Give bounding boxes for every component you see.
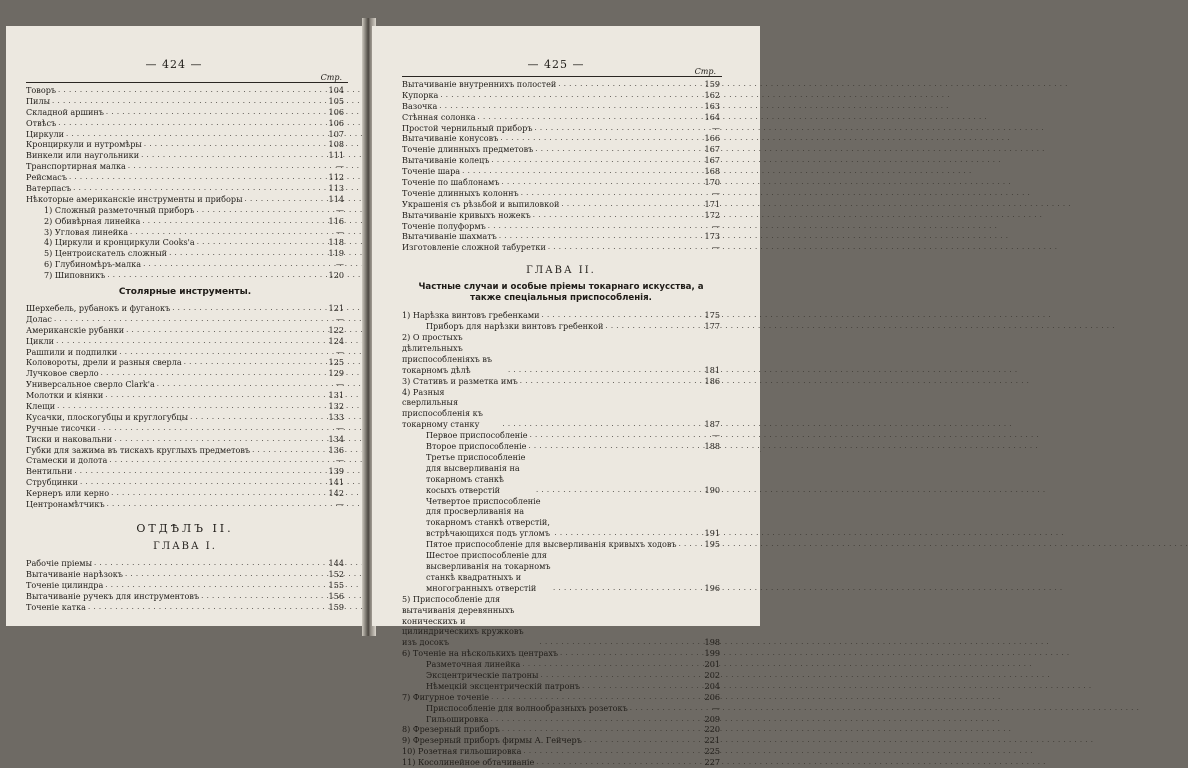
toc-entry-title: Вытачиваніе ручекъ для инструментовъ: [26, 590, 200, 601]
toc-entry-title: Циркули: [26, 128, 64, 139]
toc-entry-title: Клещи: [26, 401, 56, 412]
toc-entry-title: Точеніе длинныхъ предметовъ: [402, 144, 534, 155]
toc-entry-page: 105: [328, 95, 344, 106]
toc-entry-page: 106: [328, 117, 344, 128]
toc-entry-title: Изготовленіе сложной табуретки: [402, 242, 546, 253]
page-number: — 424 —: [145, 58, 203, 71]
toc-entry-page: 166: [704, 133, 720, 144]
toc-entry-title: Украшенія съ рѣзьбой и выпиловкой: [402, 198, 560, 209]
toc-entry-title: 5) Центроискатель сложный: [44, 248, 168, 259]
toc-entry-title: 5) Приспособленіе для вытачиванія деревянныхъ коническихъ и цилиндрическихъ кружковъ изъ досокъ: [402, 593, 524, 648]
toc-entry-title: Складной аршинъ: [26, 106, 104, 117]
leader-dots: [536, 756, 692, 768]
chapter-heading: ГЛАВА I.: [153, 540, 217, 552]
toc-entry-page: 106: [328, 106, 344, 117]
toc-entry-title: Рейсмасъ: [26, 172, 67, 183]
toc-entry-title: Рашпили и подпилки: [26, 346, 118, 357]
toc-entry-title: Вытачиваніе конусовъ: [402, 133, 499, 144]
toc-block: [402, 79, 720, 253]
toc-entry-page: 108: [328, 139, 344, 150]
toc-entry-page: 131: [328, 390, 344, 401]
toc-entry-page: 188: [704, 441, 720, 452]
toc-entry: [26, 499, 344, 510]
toc-entry-title: Губки для зажима въ тискахъ круглыхъ предметовъ: [26, 444, 251, 455]
toc-entry-title: Первое приспособленіе: [426, 430, 528, 441]
toc-entry-page: 155: [328, 579, 344, 590]
toc-entry-page: 181: [704, 364, 720, 375]
toc-entry: [402, 594, 720, 649]
toc-block: [26, 303, 344, 510]
toc-entry-title: Тиски и наковальни: [26, 433, 113, 444]
toc-entry: [402, 441, 720, 452]
toc-entry-page: —: [711, 122, 720, 133]
toc-entry-page: 121: [328, 303, 344, 314]
toc-entry-page: 201: [704, 659, 720, 670]
toc-entry-page: 118: [328, 237, 344, 248]
toc-entry-title: 3) Стативъ и разметка имъ: [402, 375, 518, 386]
leader-dots: [107, 498, 316, 510]
toc-entry-page: 111: [328, 150, 344, 161]
toc-block: [26, 558, 344, 612]
toc-entry-title: Долас: [26, 313, 52, 324]
toc-entry-title: Точеніе длинныхъ колоннъ: [402, 187, 519, 198]
toc-entry-page: 186: [704, 375, 720, 386]
section-heading: Столярные инструменты.: [118, 287, 252, 298]
toc-entry-title: 8) Фрезерный приборъ: [402, 724, 500, 735]
toc-entry-page: —: [335, 422, 344, 433]
toc-entry: [402, 332, 720, 376]
toc-entry-title: 2) Обивѣрная линейка: [44, 215, 141, 226]
toc-entry-page: 190: [704, 484, 720, 495]
toc-entry-title: Точеніе по шаблонамъ: [402, 177, 500, 187]
toc-entry-page: —: [335, 313, 344, 324]
toc-entry-page: —: [711, 220, 720, 231]
toc-entry-title: Шерхебель, рубанокъ и фуганокъ: [26, 303, 171, 314]
toc-entry-page: —: [335, 455, 344, 466]
toc-entry-title: Купорка: [402, 89, 439, 100]
toc-entry-title: Вентильни: [26, 466, 73, 477]
toc-entry-page: 122: [328, 324, 344, 335]
toc-entry-title: Приборъ для нарѣзки винтовъ гребенкой: [426, 321, 604, 332]
toc-entry-page: 119: [328, 248, 344, 259]
toc-entry-page: 187: [704, 419, 720, 430]
leader-dots: [605, 320, 692, 332]
toc-entry-title: Цикли: [26, 335, 55, 346]
toc-entry-title: Кронциркули и нутромѣры: [26, 139, 142, 150]
toc-entry-title: Вытачиваніе кривыхъ ножекъ: [402, 209, 531, 220]
toc-entry-title: Лучковое сверло: [26, 368, 99, 379]
toc-entry-title: Ручные тисочки: [26, 422, 96, 433]
toc-entry-title: Рабочіе пріемы: [26, 557, 93, 568]
toc-entry-title: Кусачки, плоскогубцы и круглогубцы: [26, 411, 189, 422]
toc-entry-title: Товоръ: [26, 84, 57, 95]
chapter-heading: ГЛАВА II.: [526, 265, 596, 277]
toc-entry-title: Вытачиваніе колецъ: [402, 155, 490, 166]
toc-entry-title: Вытачиваніе нарѣзокъ: [26, 568, 123, 579]
toc-entry-page: 167: [704, 155, 720, 166]
toc-entry-title: 2) О простыхъ дѣлительныхъ приспособленіяхъ въ токарномъ дѣлѣ: [402, 332, 493, 375]
toc-entry-page: 142: [328, 488, 344, 499]
toc-entry-page: —: [335, 379, 344, 390]
toc-entry-page: 133: [328, 411, 344, 422]
toc-entry-page: 221: [704, 735, 720, 746]
toc-entry-title: 1) Сложный разметочный приборъ: [44, 204, 195, 215]
toc-entry-page: 168: [704, 166, 720, 177]
toc-block: [26, 85, 344, 281]
toc-right: [402, 79, 720, 768]
toc-entry-page: 167: [704, 144, 720, 155]
toc-entry-title: Коловороты, дрели и разныя сверла: [26, 357, 182, 368]
leader-dots: [536, 484, 692, 496]
toc-entry-page: —: [711, 242, 720, 253]
toc-entry-page: 196: [704, 582, 720, 593]
toc-entry-page: 171: [704, 198, 720, 209]
toc-entry-page: 209: [704, 713, 720, 724]
toc-entry-page: —: [711, 187, 720, 198]
toc-entry-title: 9) Фрезерный приборъ фирмы А. Гейчеръ: [402, 735, 582, 746]
toc-entry-title: 7) Фигурное точеніе: [402, 691, 490, 702]
toc-entry-title: Вытачиваніе внутреннихъ полостей: [402, 78, 557, 89]
toc-entry-page: 163: [704, 100, 720, 111]
toc-entry-title: Молотки и кіянки: [26, 390, 104, 401]
toc-entry-title: Ватерпасъ: [26, 183, 72, 193]
toc-entry-page: 125: [328, 357, 344, 368]
toc-entry-page: 170: [704, 177, 720, 187]
toc-entry-title: 4) Разныя сверлильныя приспособленія къ токарному станку: [402, 386, 483, 430]
toc-entry-page: 132: [328, 401, 344, 412]
toc-entry-title: 4) Циркули и кронциркули Cooks'а: [44, 237, 195, 248]
toc-entry-page: 164: [704, 111, 720, 122]
toc-entry-title: Точеніе полуформъ: [402, 220, 486, 231]
toc-entry-title: Универсальное сверло Clark'а: [26, 379, 155, 390]
toc-entry-title: Шестое приспособленіе для высверливанія на токарномъ станкѣ квадратныхъ и многогранныхъ отверстій: [426, 550, 551, 593]
toc-entry-title: Приспособленіе для волнообразныхъ розетокъ: [426, 702, 628, 713]
toc-entry-page: —: [335, 259, 344, 270]
toc-entry-title: 10) Розетная гильошировка: [402, 746, 522, 757]
toc-entry-page: 104: [328, 84, 344, 95]
leader-dots: [548, 241, 692, 253]
toc-entry-title: Вытачиваніе шахматъ: [402, 231, 497, 242]
toc-entry-page: —: [335, 226, 344, 237]
toc-entry-title: Струбцинки: [26, 477, 78, 488]
toc-entry-page: 177: [704, 321, 720, 332]
header-rule: [26, 82, 348, 83]
toc-entry-title: Эксцентрическіе патроны: [426, 670, 539, 681]
leader-dots: [679, 538, 692, 550]
toc-entry-page: 191: [704, 528, 720, 539]
toc-entry-page: 107: [328, 128, 344, 139]
header-rule: [402, 76, 722, 77]
toc-entry-page: 116: [328, 215, 344, 226]
toc-entry-page: 141: [328, 477, 344, 488]
toc-entry-page: —: [711, 430, 720, 441]
toc-left: [26, 85, 344, 612]
right-page: [372, 26, 760, 768]
toc-entry-page: —: [335, 161, 344, 172]
toc-entry-page: 124: [328, 335, 344, 346]
toc-entry-page: 159: [704, 78, 720, 89]
toc-entry: [402, 376, 720, 387]
toc-entry-title: Стѣнная солонка: [402, 111, 476, 122]
toc-entry-page: 134: [328, 433, 344, 444]
leader-dots: [554, 527, 692, 539]
leader-dots: [528, 440, 692, 452]
toc-entry-page: —: [335, 346, 344, 357]
leader-dots: [88, 601, 316, 613]
toc-entry-title: Четвертое приспособленіе для просверливанія на токарномъ станкѣ отверстій, встрѣчающихся подъ угломъ: [426, 495, 550, 539]
toc-entry-page: 202: [704, 670, 720, 681]
toc-entry-page: 152: [328, 568, 344, 579]
toc-entry: [402, 321, 720, 332]
toc-entry-title: 7) Шиповникъ: [44, 270, 106, 281]
toc-entry: [402, 387, 720, 431]
toc-entry-title: Третье приспособленіе для высверливанія на токарномъ станкѣ косыхъ отверстій: [426, 451, 526, 495]
toc-entry-page: 172: [704, 209, 720, 220]
toc-entry: [26, 602, 344, 613]
toc-entry-page: 112: [328, 172, 344, 183]
page-column-label: Стр.: [320, 73, 342, 82]
toc-entry: [402, 550, 720, 594]
toc-entry-page: 139: [328, 466, 344, 477]
toc-entry-title: Кернеръ или керно: [26, 488, 110, 499]
toc-entry: [402, 452, 720, 496]
toc-entry-page: 129: [328, 368, 344, 379]
toc-entry-page: 159: [328, 601, 344, 612]
toc-entry-title: Стамески и долота: [26, 455, 108, 466]
toc-entry-page: 114: [328, 193, 344, 204]
toc-entry-page: 199: [704, 648, 720, 659]
toc-entry-title: Точеніе цилиндра: [26, 579, 104, 590]
page-column-label: Стр.: [694, 67, 716, 76]
toc-entry-page: 225: [704, 746, 720, 757]
toc-entry: [402, 539, 720, 550]
toc-entry-title: Точеніе катка: [26, 601, 87, 612]
toc-entry-page: 204: [704, 680, 720, 691]
toc-entry-title: Американскіе рубанки: [26, 324, 125, 335]
toc-entry-page: 120: [328, 270, 344, 281]
toc-entry-page: 198: [704, 637, 720, 648]
toc-entry-page: 136: [328, 444, 344, 455]
toc-entry-title: Разметочная линейка: [426, 659, 521, 670]
toc-entry: [26, 270, 344, 281]
toc-entry-page: —: [335, 204, 344, 215]
toc-entry-page: 156: [328, 590, 344, 601]
toc-entry-title: Центронамѣтчикъ: [26, 499, 105, 510]
toc-entry-title: Вазочка: [402, 100, 438, 111]
leader-dots: [553, 582, 692, 594]
toc-block: [402, 310, 720, 768]
toc-entry-page: 227: [704, 757, 720, 768]
toc-entry-title: 1) Нарѣзка винтовъ гребенками: [402, 310, 540, 321]
part-heading: ОТДѢЛЪ II.: [136, 521, 234, 535]
toc-entry-page: —: [711, 702, 720, 713]
toc-entry-title: Нѣмецкій эксцентрическій патронъ: [426, 680, 580, 691]
toc-entry-title: Точеніе шара: [402, 166, 461, 177]
toc-entry-page: 175: [704, 310, 720, 321]
leader-dots: [520, 375, 692, 387]
toc-entry-page: 206: [704, 691, 720, 702]
toc-entry-title: 6) Глубиномѣръ-малка: [44, 259, 142, 270]
toc-entry-page: 162: [704, 89, 720, 100]
toc-entry: [402, 757, 720, 768]
toc-entry-title: 3) Угловая линейка: [44, 226, 129, 237]
toc-entry: [402, 496, 720, 540]
toc-entry-title: Простой чернильный приборъ: [402, 122, 533, 133]
chapter-subtitle: Частные случаи и особые пріемы токарнаго искусства, а также спеціальныя приспособленія.: [418, 282, 704, 304]
toc-entry-page: 173: [704, 231, 720, 242]
page-number: — 425 —: [527, 58, 585, 71]
toc-entry-title: 6) Точеніе на нѣсколькихъ центрахъ: [402, 648, 559, 659]
toc-entry-title: Второе приспособленіе: [426, 441, 527, 452]
toc-entry-title: Пилы: [26, 95, 51, 106]
toc-entry-title: Транспортирная малка: [26, 161, 126, 172]
toc-entry-page: 113: [328, 183, 344, 193]
leader-dots: [107, 269, 316, 281]
toc-entry-title: Винкели или наугольники: [26, 150, 140, 161]
toc-entry: [402, 242, 720, 253]
left-page: [6, 26, 366, 626]
toc-entry-title: Отвѣсъ: [26, 117, 57, 128]
toc-entry-title: Гильошировка: [426, 713, 489, 724]
toc-entry-page: 195: [704, 539, 720, 550]
toc-entry-title: Нѣкоторые американскіе инструменты и приборы: [26, 193, 243, 204]
toc-entry-title: Пятое приспособленіе для высверливанія кривыхъ ходовъ: [426, 539, 677, 550]
toc-entry-page: 144: [328, 557, 344, 568]
toc-entry-page: —: [335, 499, 344, 510]
toc-entry-page: 220: [704, 724, 720, 735]
toc-entry-title: 11) Косолинейное обтачиваніе: [402, 757, 535, 768]
